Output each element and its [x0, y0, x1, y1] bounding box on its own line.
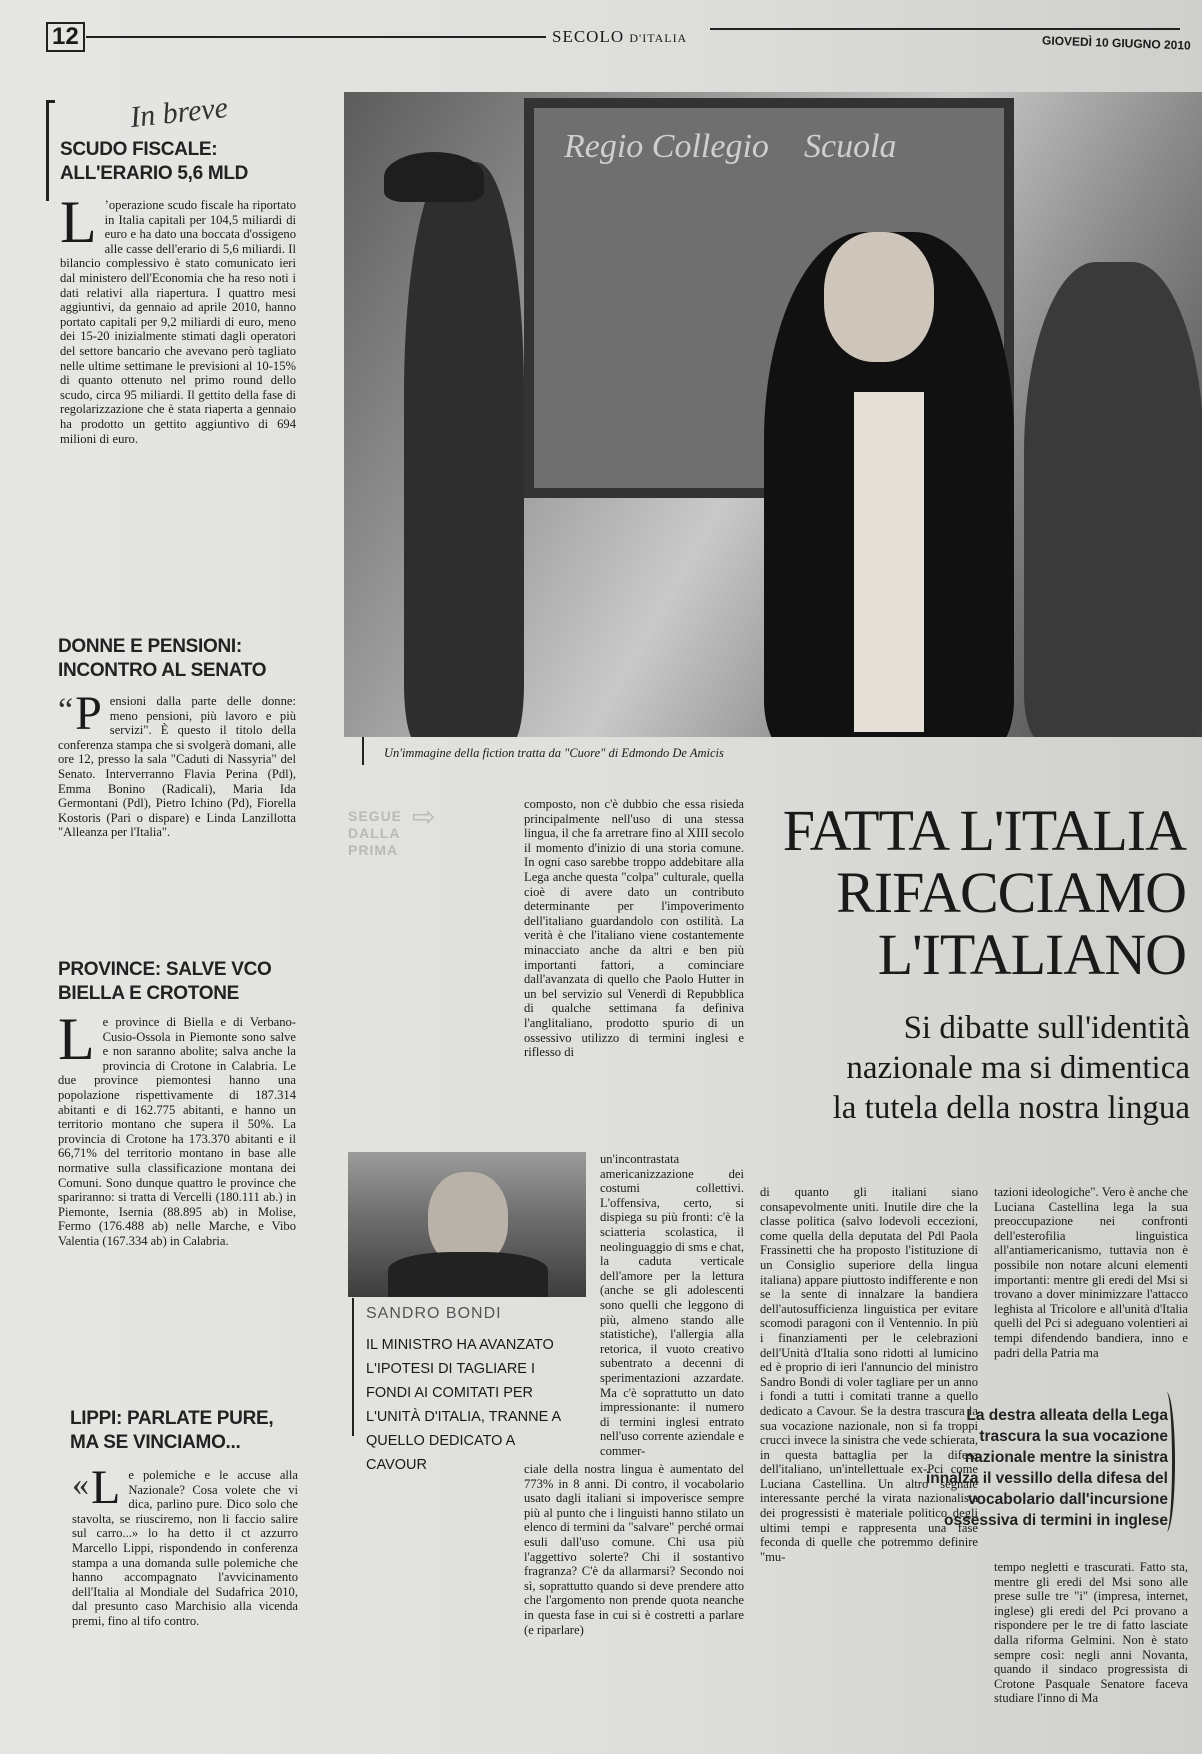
brief-body-lippi [72, 1468, 298, 1738]
segue-line: SEGUE [348, 808, 403, 824]
headline-line: FATTA L'ITALIA [782, 798, 1186, 863]
segue-line: DALLA [348, 825, 401, 841]
dropcap: L [91, 1468, 121, 1514]
brief-body-pensioni [58, 694, 296, 940]
page-number: 12 [46, 22, 85, 52]
hat [384, 152, 484, 202]
masthead-subtitle: D'ITALIA [629, 31, 688, 45]
header-rule-left [86, 36, 546, 38]
article-col1-middle: un'incontrastata americanizzazione dei costumi collettivi. L'offensiva, certo, si dispiega su più fronti: c'è la sciatteria scolastica, il neolinguaggio di sms e chat, la caduta verticale dell'amore per la lettura (anche se gli adolescenti sono quelli che leggono di più, almeno stando alle statistiche), l'allergia alla retorica, il vuoto creativo subentrato a decenni di sperimentazioni azzardate. Ma c'è soprattutto un dato impressionante: il numero di termini inglesi entrato nell'uso corrente aziendale e commer- [600, 1152, 744, 1458]
main-photo [344, 92, 1202, 737]
brief-body-province [58, 1015, 296, 1393]
brief-text: e province di Biella e di Verbano-Cusio-Ossola in Piemonte sono salve e non saranno abolite; salva anche la provincia di Crotone in Calabria. Le due province piemontesi hanno una popolazione rispettivamente di 187.314 abitanti e di 162.775 abitanti, e hanno un territorio montano che supera il 50%. La provincia di Crotone ha 173.370 abitanti e il 66,71% del territorio montano in base alle normative sulla classificazione montana dei Comuni. Sono dunque quattro le province che spariranno: si tratta di Vercelli (180.111 ab.) in Piemonte, Isernia (88.895 ab) in Molise, Fermo (176.488 ab) nelle Marche, e Vibo Valentia (167.334 ab) in Calabria. [58, 1015, 296, 1248]
brief-text: ensioni dalla parte delle donne: meno pensioni, più lavoro e più servizi". È questo il titolo della conferenza stampa che si svolgerà domani, alle ore 12, presso la sala "Caduti di Nassyria" del Senato. Interverranno Flavia Perina (Pdl), Emma Bonino (Radicali), Maria Ida Germontani (Pdl), Pietro Ichino (Pd), Fiorella Kostoris (Pari o dispare) e Linda Lanzillotta "Alleanza per l'Italia". [58, 694, 296, 840]
bondi-photo [348, 1152, 586, 1297]
pull-quote: La destra alleata della Lega trascura la sua vocazione nazionale mentre la sinistra innalza il vessillo della difesa del vocabolario dall'incursione ossessiva di termini in inglese [925, 1407, 1168, 1529]
article-subheadline [770, 1008, 1190, 1128]
subhead-line: la tutela della nostra lingua [832, 1090, 1190, 1126]
photo-caption: Un'immagine della fiction tratta da "Cuore" di Edmondo De Amicis [384, 746, 724, 760]
brief-title-lippi: LIPPI: PARLATE PURE, MA SE VINCIAMO... [70, 1408, 274, 1453]
brief-text: ’operazione scudo fiscale ha riportato in Italia capitali per 104,5 miliardi di euro e ha dato una boccata d'ossigeno alle casse dell'erario di 5,6 miliardi. Il bilancio complessivo è stato comunicato ieri dal ministero dell'Economia che ha reso noti i dati relativi alla riapertura. I quattro mesi aggiuntivi, da gennaio ad aprile 2010, hanno portato capitali per 9,2 miliardi di euro, meno dei 15-20 inizialmente stimati dagli operatori del settore bancario che avevano però tagliato nelle ultime settimane le previsioni al 10-15% di quanto ottenuto nel primo round dello scudo, circa 95 miliardi. Il gettito della fase di regolarizzazione che è stata riaperta a gennaio ha prodotto un gettito aggiuntivo di 694 milioni di euro. [60, 198, 296, 446]
headline-line: RIFACCIAMO [836, 860, 1186, 925]
brief-bracket [46, 100, 55, 201]
article-col2: di quanto gli italiani siano consapevolmente uniti. Inutile dire che la classe politica (salvo lodevoli eccezioni, come quella della deputata del Pdl Paola Frassinetti che ha proposto l'istituzione di un Consiglio superiore della lingua italiana) appare piuttosto indifferente e non se la sente di innalzare la bandiera dell'autosufficienza linguistica per evitare scomodi paragoni con il Ventennio. In più i finanziamenti per le celebrazioni dell'Unità d'Italia sono ridotti al lumicino ed è proprio di ieri l'annuncio del ministro Sandro Bondi di voler tagliare per un anno i fondi a tutti i comitati tranne a quello dedicato a Cavour. Se la destra trascura la sua vocazione nazionale, non si fa troppi crucci invece la sinistra che vede schierata, in questa battaglia per la difesa dell'italiano, un'intellettuale ex-Pci come Luciana Castellina. Un altro segnale interessante perché la virata nazionalista dei progressisti è materiale politico degli ultimi tempi e rappresenta una fase feconda di quelle che potremmo definire "mu- [760, 1185, 978, 1564]
dropcap: L [58, 1015, 95, 1072]
man-face [824, 232, 934, 362]
right-figures [1024, 262, 1202, 737]
subhead-line: Si dibatte sull'identità [903, 1010, 1190, 1046]
caption-rule [362, 737, 364, 765]
article-col3-bottom: tempo negletti e trascurati. Fatto sta, mentre gli eredi del Msi sono alle prese sulle tre "i" (impresa, internet, inglese) gli eredi del Pci provano a rispondere per le tre di fatto lasciate dalla riforma Gelmini. Non è stato sempre così: negli anni Novanta, quando il sindaco progressista di Crotone Pasquale Senatore faceva studiare l'inno di Ma [994, 1560, 1188, 1706]
dropcap: L [60, 198, 97, 255]
brief-body-scudo [60, 198, 296, 608]
in-breve-label: In breve [128, 90, 230, 135]
article-headline [770, 800, 1186, 986]
box-text: IL MINISTRO HA AVANZATO L'IPOTESI DI TAGLIARE I FONDI AI COMITATI PER L'UNITÀ D'ITALIA, TRANNE A QUELLO DEDICATO A CAVOUR [366, 1337, 561, 1473]
blackboard-text: Scuola [804, 128, 897, 165]
segue-line: PRIMA [348, 842, 399, 858]
woman-figure [404, 162, 524, 737]
box-rule [352, 1298, 354, 1436]
subhead-line: nazionale ma si dimentica [846, 1050, 1190, 1086]
header-rule-right [710, 28, 1180, 30]
masthead [552, 27, 687, 47]
brief-text: e polemiche e le accuse alla Nazionale? Cosa volete che vi dica, parlino pure. Dico solo che stavolta, se riusciremo, non li faccio salire sul carro...» lo ha detto il ct azzurro Marcello Lippi, rispondendo in conferenza stampa a una domanda sulle polemiche che hanno accompagnato l'avvicinamento dell'Italia al Mondiale del Sudafrica 2010, dal presunto caso Marchisio alla vicenda premi, fino al tifo contro. [72, 1468, 298, 1628]
segue-label [348, 808, 402, 859]
article-col3-top: tazioni ideologiche". Vero è anche che Luciana Castellina lega la sua preoccupazione nei confronti dell'esterofilia linguistica all'antiamericanismo, tuttavia non è possibile non notare alcuni elementi importanti: mentre gli eredi del Msi si trovano a dover minimizzare l'attacco leghista al Tricolore e all'unità d'Italia quelli del Pci si adeguano volentieri ai tempi difendendo bandiera, inno e padri della Patria ma [994, 1185, 1188, 1360]
portrait-suit [388, 1252, 548, 1297]
brief-title-province: PROVINCE: SALVE VCO BIELLA E CROTONE [58, 959, 272, 1004]
dropcap: P [75, 694, 102, 740]
article-col1-bottom: ciale della nostra lingua è aumentato del 773% in 8 anni. Di contro, il vocabolario usato dagli italiani si impoverisce sempre più al punto che i linguisti hanno stilato un elenco di termini da "salvare" perché ormai esuli dall'uso comune. Chi usa più l'aggettivo solerte? Chi il sostantivo fragranza? C'è da allarmarsi? Secondo noi sì, soprattutto quando si deve prendere atto che l'argomento non prende quota neanche in questa fase in cui si è costretti a parlare (e riparlare) [524, 1462, 744, 1637]
blackboard-text: Regio Collegio [564, 128, 769, 165]
pull-quote-bracket [1158, 1392, 1175, 1532]
brief-title-scudo: SCUDO FISCALE: ALL'ERARIO 5,6 MLD [60, 139, 249, 184]
arrow-right-icon: ⇨ [412, 802, 436, 833]
waistcoat [854, 392, 924, 732]
article-col1-top: composto, non c'è dubbio che essa risieda principalmente nell'uso di una stessa lingua, il che fa arretrare fino al XIII secolo il momento d'inizio di una storia comune. In ogni caso sarebbe troppo addebitare alla Lega anche questa "colpa" culturale, quella cioè di avere dato un contributo determinante per l'impoverimento dell'italiano guardandolo con ostilità. La verità è che l'italiano viene costantemente minacciato anche da altri e ben più importanti fattori, a cominciare dall'avanzata di quello che Paolo Hutter in un bel servizio sul Venerdì di Repubblica di qualche settimana fa definiva l'anglitaliano, prodotto spurio di un ossessivo utilizzo di termini inglesi e riflesso di [524, 797, 744, 1060]
headline-line: L'ITALIANO [877, 922, 1186, 987]
brief-title-pensioni: DONNE E PENSIONI: INCONTRO AL SENATO [58, 636, 267, 681]
quote-mark: “ [58, 694, 74, 729]
issue-date: GIOVEDÌ 10 GIUGNO 2010 [1041, 33, 1191, 53]
quote-mark: « [72, 1468, 89, 1503]
masthead-title: SECOLO [552, 27, 625, 46]
box-name: SANDRO BONDI [366, 1305, 502, 1322]
